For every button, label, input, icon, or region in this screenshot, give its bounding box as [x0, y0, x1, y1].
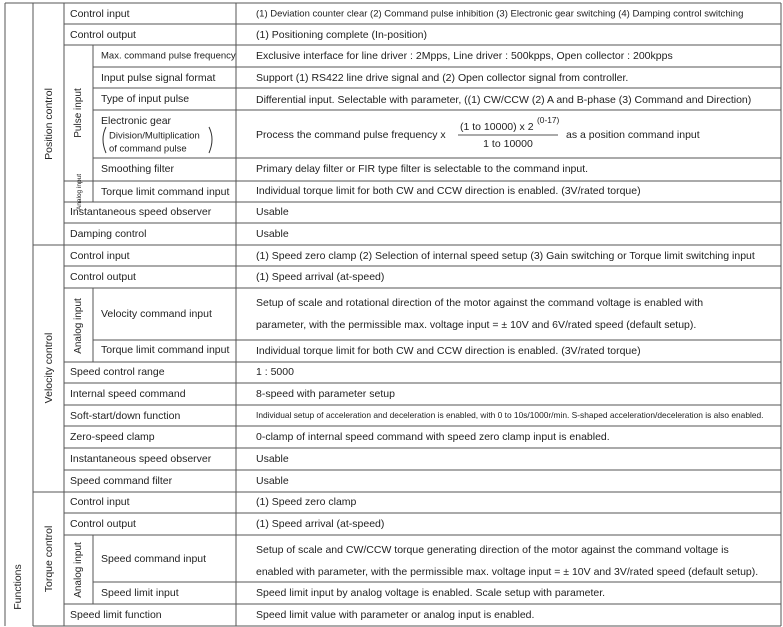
- analog-input-torque-label: Analog input: [73, 542, 84, 598]
- speed-control-range-label: Speed control range: [70, 365, 165, 378]
- vel-control-input-value: (1) Speed zero clamp (2) Selection of internal speed setup (3) Gain switching or Torque limit switching input: [256, 249, 755, 262]
- soft-start-label: Soft-start/down function: [70, 409, 181, 422]
- electronic-gear-numerator: (1 to 10000) x 2: [460, 120, 534, 133]
- vel-inst-speed-observer-value: Usable: [256, 452, 289, 465]
- pulse-type-value: Differential input. Selectable with parameter, ((1) CW/CCW (2) A and B-phase (3) Command and Direction): [256, 93, 752, 106]
- vel-torque-limit-label: Torque limit command input: [101, 343, 230, 356]
- speed-command-input-label: Speed command input: [101, 552, 207, 565]
- smoothing-filter-value: Primary delay filter or FIR type filter is selectable to the command input.: [256, 162, 589, 175]
- analog-input-velocity-label: Analog input: [73, 298, 84, 354]
- electronic-gear-sublabel-2: of command pulse: [109, 143, 187, 155]
- functions-label: Functions: [12, 564, 24, 610]
- velocity-command-input-value-1: Setup of scale and rotational direction of the motor against the command voltage is enabled with: [256, 296, 704, 309]
- electronic-gear-value-prefix: Process the command pulse frequency x: [256, 128, 446, 141]
- velocity-command-input-value-2: parameter, with the permissible max. voltage input = ± 10V and 6V/rated speed (default setup).: [256, 318, 697, 331]
- speed-command-input-value-1: Setup of scale and CW/CCW torque generating direction of the motor against the command voltage is: [256, 543, 729, 556]
- pulse-signal-format-value: Support (1) RS422 line drive signal and (2) Open collector signal from controller.: [256, 71, 629, 84]
- electronic-gear-sublabel-1: Division/Multiplication: [109, 130, 200, 142]
- vel-control-input-label: Control input: [70, 249, 130, 262]
- speed-limit-function-label: Speed limit function: [70, 608, 162, 621]
- pos-control-input-label: Control input: [70, 7, 130, 20]
- torque-control-label: Torque control: [43, 525, 55, 593]
- max-pulse-freq-label: Max. command pulse frequency: [101, 50, 236, 62]
- velocity-command-input-label: Velocity command input: [101, 307, 212, 320]
- pulse-input-label: Pulse input: [73, 88, 84, 138]
- pos-inst-speed-observer-value: Usable: [256, 205, 289, 218]
- internal-speed-command-value: 8-speed with parameter setup: [256, 387, 395, 400]
- speed-control-range-value: 1 : 5000: [256, 365, 294, 378]
- electronic-gear-label: Electronic gear: [101, 114, 172, 127]
- zero-speed-clamp-value: 0-clamp of internal speed command with speed zero clamp input is enabled.: [256, 430, 610, 443]
- vel-inst-speed-observer-label: Instantaneous speed observer: [70, 452, 212, 465]
- pos-control-input-value: (1) Deviation counter clear (2) Command pulse inhibition (3) Electronic gear switching (4) Damping control switching: [256, 8, 744, 20]
- speed-command-input-value-2: enabled with parameter, with the permissible max. voltage input = ± 10V and 3V/rated speed (default setup).: [256, 565, 759, 578]
- vel-control-output-label: Control output: [70, 270, 136, 283]
- pos-control-output-label: Control output: [70, 28, 136, 41]
- pos-torque-limit-value: Individual torque limit for both CW and CCW direction is enabled. (3V/rated torque): [256, 184, 641, 197]
- speed-limit-function-value: Speed limit value with parameter or analog input is enabled.: [256, 608, 535, 621]
- pos-control-output-value: (1) Positioning complete (In-position): [256, 28, 427, 41]
- gear-paren-left: [103, 127, 106, 153]
- smoothing-filter-label: Smoothing filter: [101, 162, 174, 175]
- pulse-signal-format-label: Input pulse signal format: [101, 71, 216, 84]
- internal-speed-command-label: Internal speed command: [70, 387, 186, 400]
- speed-command-filter-value: Usable: [256, 474, 289, 487]
- electronic-gear-exponent: (0-17): [537, 115, 560, 126]
- vel-torque-limit-value: Individual torque limit for both CW and CCW direction is enabled. (3V/rated torque): [256, 344, 641, 357]
- pos-inst-speed-observer-label: Instantaneous speed observer: [70, 205, 212, 218]
- tor-control-output-label: Control output: [70, 517, 136, 530]
- electronic-gear-value-suffix: as a position command input: [566, 128, 700, 141]
- velocity-control-label: Velocity control: [43, 332, 55, 404]
- zero-speed-clamp-label: Zero-speed clamp: [70, 430, 155, 443]
- damping-control-value: Usable: [256, 227, 289, 240]
- max-pulse-freq-value: Exclusive interface for line driver : 2Mpps, Line driver : 500kpps, Open collector : 200kpps: [256, 49, 673, 62]
- vel-control-output-value: (1) Speed arrival (at-speed): [256, 270, 385, 283]
- position-control-label: Position control: [43, 88, 55, 160]
- damping-control-label: Damping control: [70, 227, 147, 240]
- tor-control-input-label: Control input: [70, 495, 130, 508]
- analog-input-small-label: Analog input: [76, 173, 83, 211]
- speed-limit-input-label: Speed limit input: [101, 586, 179, 599]
- tor-control-output-value: (1) Speed arrival (at-speed): [256, 517, 385, 530]
- soft-start-value: Individual setup of acceleration and deceleration is enabled, with 0 to 10s/1000r/min. S-shaped acceleration/deceleration is also enabled.: [256, 410, 764, 421]
- speed-limit-input-value: Speed limit input by analog voltage is enabled. Scale setup with parameter.: [256, 586, 606, 599]
- pulse-type-label: Type of input pulse: [101, 92, 190, 105]
- tor-control-input-value: (1) Speed zero clamp: [256, 495, 357, 508]
- pos-torque-limit-label: Torque limit command input: [101, 185, 230, 198]
- gear-paren-right: [209, 127, 212, 153]
- electronic-gear-denominator: 1 to 10000: [483, 137, 533, 150]
- speed-command-filter-label: Speed command filter: [70, 474, 173, 487]
